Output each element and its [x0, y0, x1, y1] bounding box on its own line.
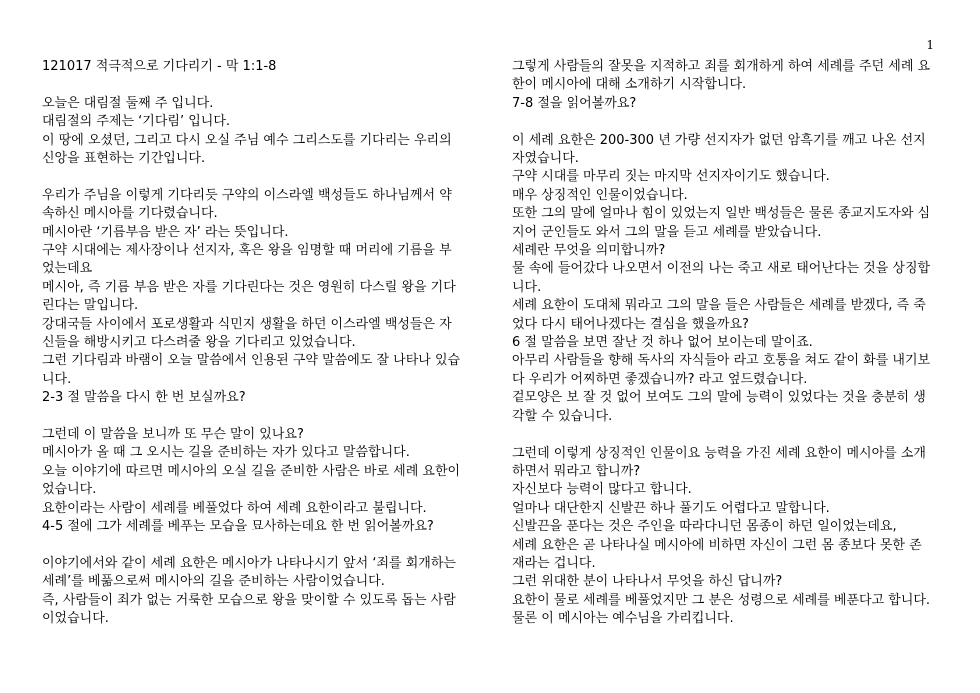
text-line: 자신보다 능력이 많다고 합니다.: [512, 482, 692, 498]
text-line: 그렇게 사람들의 잘못을 지적하고 죄를 회개하게 하여 세례를 주던 세례 요한이 메시아에 대해 소개하기 시작합니다.: [512, 59, 931, 93]
paragraph-break: [512, 426, 932, 444]
text-line: 메시아, 즉 기름 부음 받은 자를 기다린다는 것은 영원히 다스릴 왕을 기다린다는 말입니다.: [42, 279, 456, 314]
text-line: 물론 이 메시아는 예수님을 가리킵니다.: [512, 611, 734, 627]
text-line: 이야기에서와 같이 세례 요한은 메시아가 나타나시기 앞서 ‘죄를 회개하는 세례’를 베풂으로써 메시아의 길을 준비하는 사람이었습니다.: [42, 555, 456, 590]
text-line: 매우 상징적인 인물이었습니다.: [512, 187, 688, 203]
text-line: 대림절의 주제는 ‘기다림’ 입니다.: [42, 114, 231, 130]
text-line: 또한 그의 말에 얼마나 힘이 있었는지 일반 백성들은 물론 종교지도자와 심지어 군인들도 와서 그의 말을 듣고 세례를 받았습니다.: [512, 206, 931, 240]
left-column: [42, 58, 462, 629]
text-line: 구약 시대에는 제사장이나 선지자, 혹은 왕을 임명할 때 머리에 기름을 부었는데요: [42, 243, 452, 277]
text-line: 신발끈을 푼다는 것은 주인을 따라다니던 몸종이 하던 일이었는데요,: [512, 519, 897, 535]
text-line: 메시아가 올 때 그 오시는 길을 준비하는 자가 있다고 말씀합니다.: [42, 445, 410, 461]
text-line: 오늘 이야기에 따르면 메시아의 오실 길을 준비한 사람은 바로 세례 요한이었습니다.: [42, 463, 461, 498]
text-line: 그런 기다림과 바램이 오늘 말씀에서 인용된 구약 말씀에도 잘 나타나 있습니다.: [42, 353, 461, 387]
text-line: 세례란 무엇을 의미합니까?: [512, 243, 666, 259]
text-line: 요한이 물로 세례를 베풀었지만 그 분은 성령으로 세례를 베푼다고 합니다.: [512, 592, 931, 608]
paragraph-break: [42, 408, 462, 426]
page-number: 1: [926, 38, 934, 52]
text-line: 물 속에 들어갔다 나오면서 이전의 나는 죽고 새로 태어난다는 것을 상징합니다.: [512, 261, 931, 295]
text-line: 요한이라는 사람이 세례를 베풀었다 하여 세례 요한이라고 불립니다.: [42, 500, 427, 516]
paragraph-break: [42, 76, 462, 94]
text-line: 강대국들 사이에서 포로생활과 식민지 생활을 하던 이스라엘 백성들은 자신들을 해방시키고 다스려줄 왕을 기다리고 있었습니다.: [42, 316, 452, 351]
text-line: 세례 요한이 도대체 뭐라고 그의 말을 들은 사람들은 세례를 받겠다, 즉 죽었다 다시 태어나겠다는 결심을 했을까요?: [512, 298, 926, 332]
paragraph-break: [42, 168, 462, 186]
text-line: 아무리 사람들을 향해 독사의 자식들아 라고 호통을 쳐도 같이 화를 내기보다 우리가 어찌하면 좋겠습니까? 라고 엎드렸습니다.: [512, 353, 931, 387]
text-line: 그런 위대한 분이 나타나서 무엇을 하신 답니까?: [512, 574, 783, 590]
text-line: 그런데 이 말씀을 보니까 또 무슨 말이 있나요?: [42, 427, 304, 443]
text-line: 4-5 절에 그가 세례를 베푸는 모습을 묘사하는데요 한 번 읽어볼까요?: [42, 519, 434, 535]
text-line: 7-8 절을 읽어볼까요?: [512, 95, 637, 111]
text-line: 구약 시대를 마무리 짓는 마지막 선지자이기도 했습니다.: [512, 169, 830, 185]
text-line: 즉, 사람들이 죄가 없는 거룩한 모습으로 왕을 맞이할 수 있도록 돕는 사람이었습니다.: [42, 592, 456, 627]
text-line: 그런데 이렇게 상징적인 인물이요 능력을 가진 세례 요한이 메시아를 소개하면서 뭐라고 합니까?: [512, 445, 926, 479]
text-line: 겉모양은 보 잘 것 없어 보여도 그의 말에 능력이 있었다는 것을 충분히 생각할 수 있습니다.: [512, 390, 926, 424]
text-line: 얼마나 대단한지 신발끈 하나 풀기도 어렵다고 말합니다.: [512, 500, 830, 516]
text-line: 이 세례 요한은 200-300 년 가량 선지자가 없던 암흑기를 깨고 나온 선지자였습니다.: [512, 132, 926, 167]
text-line: 우리가 주님을 이렇게 기다리듯 구약의 이스라엘 백성들도 하나님께서 약속하신 메시아를 기다렸습니다.: [42, 187, 452, 222]
paragraph-break: [512, 113, 932, 131]
text-line: 6 절 말씀을 보면 잘난 것 하나 없어 보이는데 말이죠.: [512, 335, 813, 351]
right-column: [512, 58, 932, 629]
text-line: 2-3 절 말씀을 다시 한 번 보실까요?: [42, 390, 246, 406]
document-title: 121017 적극적으로 기다리기 - 막 1:1-8: [42, 59, 277, 74]
text-line: 메시아란 ‘기름부음 받은 자’ 라는 뜻입니다.: [42, 224, 289, 240]
text-line: 세례 요한은 곧 나타나실 메시아에 비하면 자신이 그런 몸 종보다 못한 존재라는 겁니다.: [512, 537, 922, 571]
paragraph-break: [42, 537, 462, 555]
text-line: 이 땅에 오셨던, 그리고 다시 오실 주님 예수 그리스도를 기다리는 우리의 신앙을 표현하는 기간입니다.: [42, 132, 452, 167]
text-line: 오늘은 대림절 둘째 주 입니다.: [42, 95, 214, 111]
